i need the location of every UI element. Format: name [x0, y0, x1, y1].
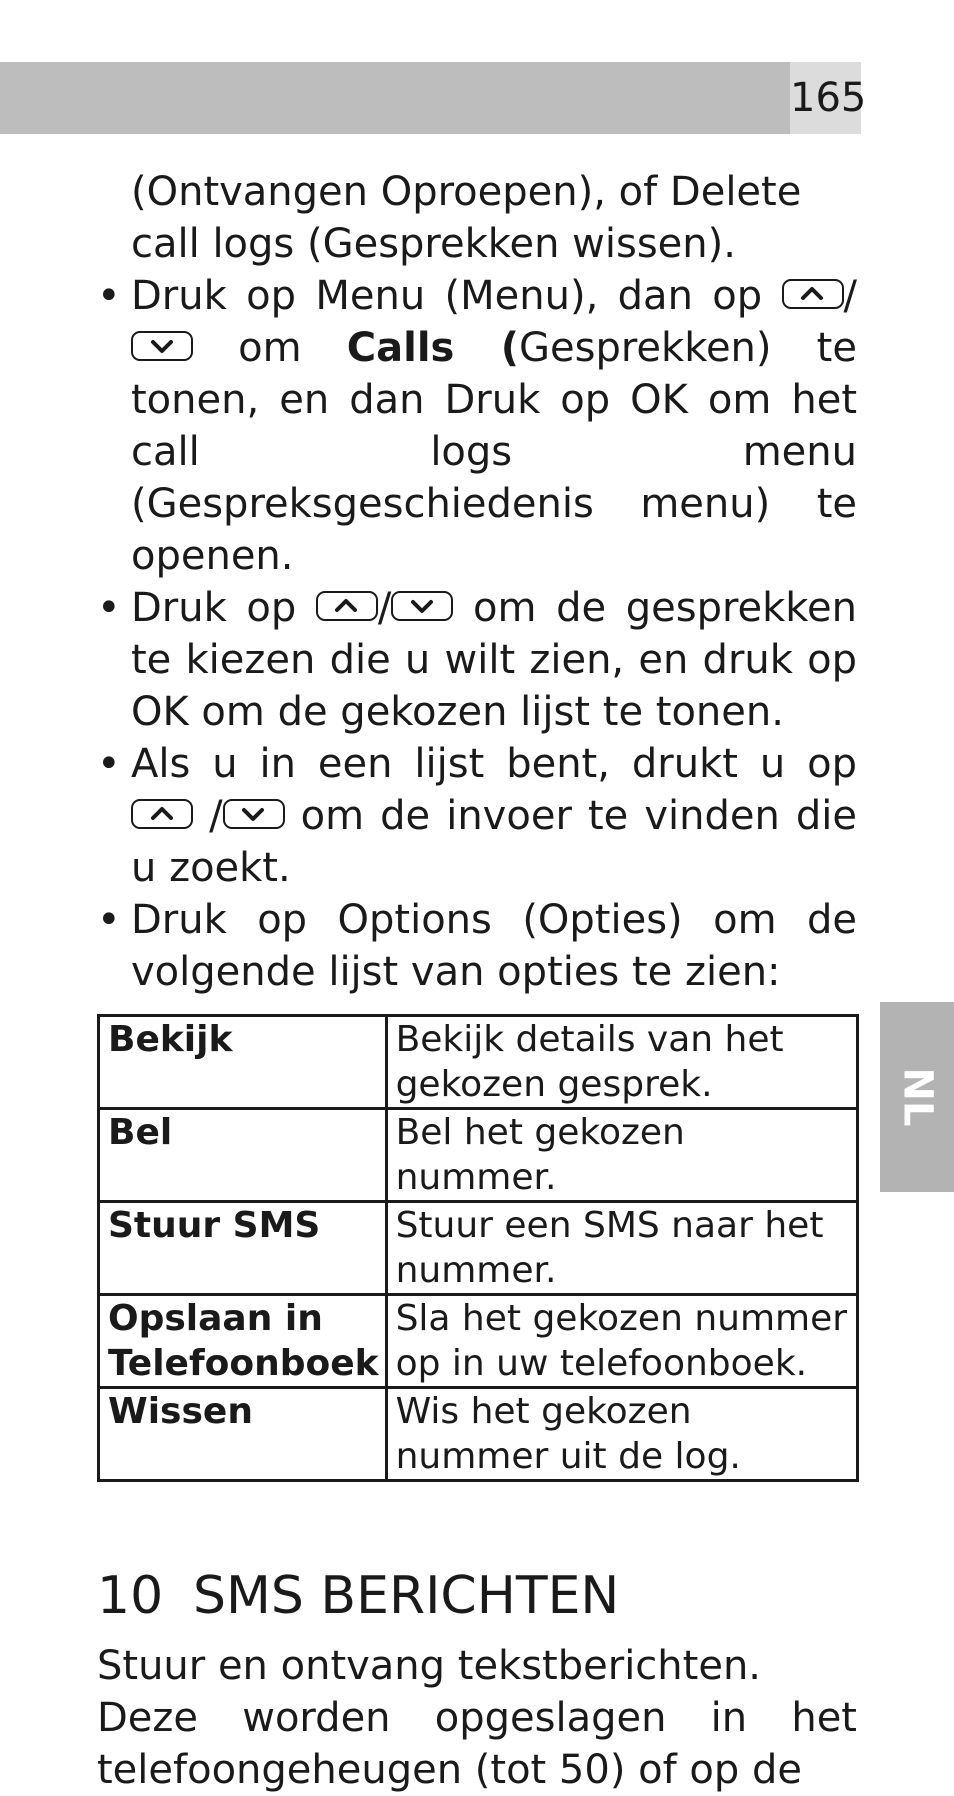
section-title: SMS BERICHTEN	[193, 1566, 620, 1626]
option-description: Wis het gekozen nummer uit de log.	[386, 1388, 857, 1481]
option-name: Wissen	[99, 1388, 387, 1481]
page-number: 165	[790, 75, 867, 121]
section-heading	[97, 1564, 857, 1628]
option-description: Stuur een SMS naar het nummer.	[386, 1202, 857, 1295]
options-table	[97, 1014, 859, 1482]
option-description: Bel het gekozen nummer.	[386, 1109, 857, 1202]
table-row	[99, 1202, 858, 1295]
header-bar	[0, 62, 790, 134]
language-tab-label: NL	[894, 1067, 940, 1127]
table-row	[99, 1295, 858, 1388]
calls-bold-label: Calls (	[346, 325, 520, 371]
table-row	[99, 1109, 858, 1202]
page-content	[97, 166, 857, 1796]
table-row	[99, 1016, 858, 1109]
bullet-open-call-logs: • Druk op Menu (Menu), dan op / om Calls (Gesprekken) te tonen, en dan Druk op OK om het call logs menu (Gespreksgeschiedenis menu) te openen.	[97, 270, 857, 582]
section-line-1: Stuur en ontvang tekstberichten.	[97, 1643, 762, 1689]
bullet-options: • Druk op Options (Opties) om de volgende lijst van opties te zien:	[97, 894, 857, 998]
section-line-2: Deze worden opgeslagen in het telefoongeheugen (tot 50) of op de	[97, 1695, 857, 1793]
up-arrow-key-icon	[131, 799, 193, 829]
option-name: Bekijk	[99, 1016, 387, 1109]
section-intro	[97, 1640, 857, 1796]
option-description: Sla het gekozen nummer op in uw telefoonboek.	[386, 1295, 857, 1388]
table-row	[99, 1388, 858, 1481]
bullet-find-entry: • Als u in een lijst bent, drukt u op / om de invoer te vinden die u zoekt.	[97, 738, 857, 894]
section-number: 10	[97, 1566, 164, 1626]
down-arrow-key-icon	[131, 331, 193, 361]
bullet-choose-calls: • Druk op / om de gesprekken te kiezen die u wilt zien, en druk op OK om de gekozen lijst te tonen.	[97, 582, 857, 738]
intro-continuation: (Ontvangen Oproepen), of Delete call logs (Gesprekken wissen).	[131, 169, 802, 267]
option-name: Bel	[99, 1109, 387, 1202]
down-arrow-key-icon	[223, 799, 285, 829]
option-description: Bekijk details van het gekozen gesprek.	[386, 1016, 857, 1109]
option-name: Stuur SMS	[99, 1202, 387, 1295]
down-arrow-key-icon	[391, 591, 453, 621]
option-name: Opslaan in Telefoonboek	[99, 1295, 387, 1388]
up-arrow-key-icon	[782, 279, 844, 309]
up-arrow-key-icon	[316, 591, 378, 621]
language-side-tab	[880, 1002, 954, 1192]
